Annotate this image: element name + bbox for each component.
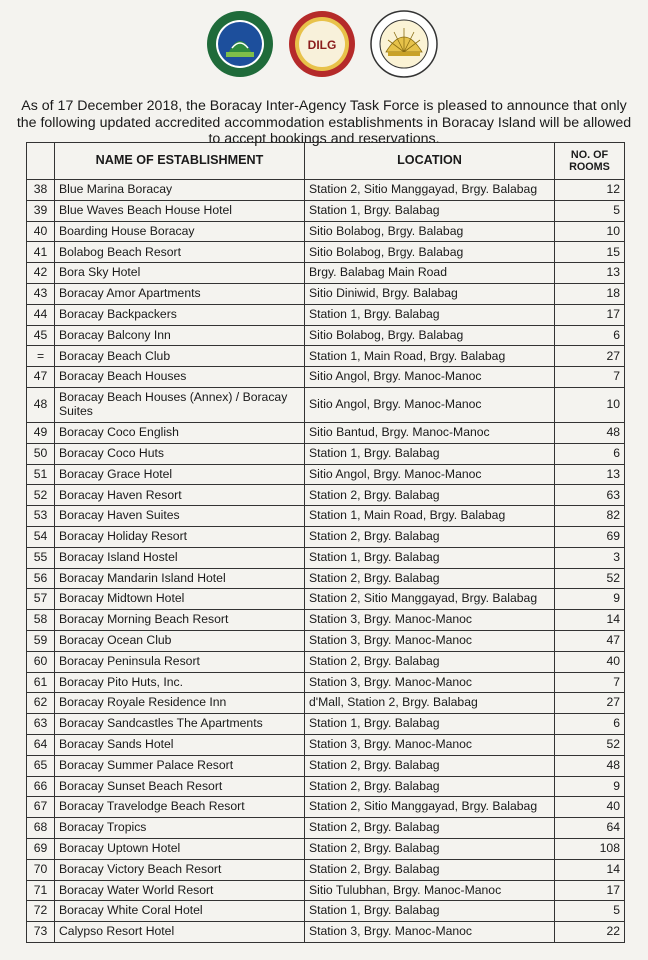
row-number: 62: [27, 693, 55, 714]
establishment-location: d'Mall, Station 2, Brgy. Balabag: [305, 693, 555, 714]
row-number: 51: [27, 464, 55, 485]
table-row: [27, 734, 625, 755]
table-row: [27, 547, 625, 568]
room-count: 6: [555, 443, 625, 464]
establishment-location: Station 2, Sitio Manggayad, Brgy. Balabag: [305, 180, 555, 201]
row-number: 42: [27, 263, 55, 284]
row-number: 49: [27, 422, 55, 443]
table-row: [27, 304, 625, 325]
establishment-name: Boracay Victory Beach Resort: [55, 859, 305, 880]
establishment-name: Blue Waves Beach House Hotel: [55, 200, 305, 221]
establishment-name: Boracay Haven Suites: [55, 506, 305, 527]
svg-text:DILG: DILG: [307, 38, 337, 52]
room-count: 17: [555, 880, 625, 901]
row-number: 54: [27, 526, 55, 547]
establishment-location: Station 2, Brgy. Balabag: [305, 651, 555, 672]
establishment-location: Station 3, Brgy. Manoc-Manoc: [305, 734, 555, 755]
room-count: 9: [555, 589, 625, 610]
room-count: 64: [555, 818, 625, 839]
establishment-location: Sitio Bolabog, Brgy. Balabag: [305, 242, 555, 263]
establishment-location: Sitio Bolabog, Brgy. Balabag: [305, 325, 555, 346]
establishment-name: Boracay Beach Houses: [55, 367, 305, 388]
establishment-location: Station 3, Brgy. Manoc-Manoc: [305, 922, 555, 943]
table-row: [27, 283, 625, 304]
establishment-location: Station 2, Brgy. Balabag: [305, 568, 555, 589]
room-count: 63: [555, 485, 625, 506]
row-number: 69: [27, 838, 55, 859]
establishment-name: Bora Sky Hotel: [55, 263, 305, 284]
row-number: 47: [27, 367, 55, 388]
denr-seal-icon: [206, 10, 274, 78]
room-count: 47: [555, 630, 625, 651]
header-location: LOCATION: [305, 143, 555, 180]
table-row: [27, 180, 625, 201]
table-row: [27, 464, 625, 485]
establishment-location: Station 1, Brgy. Balabag: [305, 901, 555, 922]
establishment-name: Calypso Resort Hotel: [55, 922, 305, 943]
table-row: [27, 651, 625, 672]
row-number: 68: [27, 818, 55, 839]
table-row: [27, 901, 625, 922]
establishment-name: Boracay Holiday Resort: [55, 526, 305, 547]
row-number: 45: [27, 325, 55, 346]
room-count: 7: [555, 367, 625, 388]
room-count: 69: [555, 526, 625, 547]
establishment-name: Boracay Sands Hotel: [55, 734, 305, 755]
table-row: [27, 263, 625, 284]
establishment-location: Station 3, Brgy. Manoc-Manoc: [305, 610, 555, 631]
table-row: [27, 589, 625, 610]
establishment-location: Station 1, Brgy. Balabag: [305, 714, 555, 735]
table-body: [27, 180, 625, 943]
room-count: 27: [555, 346, 625, 367]
table-row: [27, 610, 625, 631]
room-count: 52: [555, 568, 625, 589]
room-count: 18: [555, 283, 625, 304]
table-row: [27, 568, 625, 589]
room-count: 14: [555, 859, 625, 880]
header-name: NAME OF ESTABLISHMENT: [55, 143, 305, 180]
establishment-location: Station 3, Brgy. Manoc-Manoc: [305, 630, 555, 651]
establishment-location: Sitio Angol, Brgy. Manoc-Manoc: [305, 464, 555, 485]
establishment-location: Station 2, Brgy. Balabag: [305, 859, 555, 880]
table-row: [27, 367, 625, 388]
row-number: 65: [27, 755, 55, 776]
table-row: [27, 797, 625, 818]
table-row: [27, 838, 625, 859]
establishment-location: Sitio Bolabog, Brgy. Balabag: [305, 221, 555, 242]
establishment-name: Boracay Amor Apartments: [55, 283, 305, 304]
establishment-location: Station 2, Brgy. Balabag: [305, 485, 555, 506]
table-row: [27, 693, 625, 714]
room-count: 27: [555, 693, 625, 714]
room-count: 108: [555, 838, 625, 859]
table-row: [27, 818, 625, 839]
establishment-name: Boracay Grace Hotel: [55, 464, 305, 485]
establishment-location: Brgy. Balabag Main Road: [305, 263, 555, 284]
establishment-location: Station 1, Main Road, Brgy. Balabag: [305, 506, 555, 527]
row-number: 72: [27, 901, 55, 922]
establishment-name: Boracay Haven Resort: [55, 485, 305, 506]
room-count: 13: [555, 464, 625, 485]
row-number: 71: [27, 880, 55, 901]
establishment-location: Sitio Angol, Brgy. Manoc-Manoc: [305, 367, 555, 388]
row-number: 56: [27, 568, 55, 589]
table-row: [27, 346, 625, 367]
establishment-name: Boracay Tropics: [55, 818, 305, 839]
establishment-location: Station 2, Brgy. Balabag: [305, 838, 555, 859]
table-row: [27, 387, 625, 422]
table-row: [27, 859, 625, 880]
establishment-location: Station 1, Brgy. Balabag: [305, 443, 555, 464]
establishment-name: Boracay Midtown Hotel: [55, 589, 305, 610]
establishment-name: Boracay Backpackers: [55, 304, 305, 325]
row-number: 60: [27, 651, 55, 672]
row-number: 58: [27, 610, 55, 631]
row-number: 70: [27, 859, 55, 880]
establishment-name: Boracay Ocean Club: [55, 630, 305, 651]
room-count: 48: [555, 755, 625, 776]
row-number: 63: [27, 714, 55, 735]
table-row: [27, 880, 625, 901]
establishment-name: Boracay Balcony Inn: [55, 325, 305, 346]
table-row: [27, 242, 625, 263]
room-count: 48: [555, 422, 625, 443]
establishment-name: Boracay Beach Houses (Annex) / Boracay Suites: [55, 387, 305, 422]
establishment-name: Boracay Peninsula Resort: [55, 651, 305, 672]
table-row: [27, 776, 625, 797]
row-number: 66: [27, 776, 55, 797]
table-row: [27, 422, 625, 443]
room-count: 3: [555, 547, 625, 568]
establishment-name: Boracay Pito Huts, Inc.: [55, 672, 305, 693]
establishment-name: Boracay Coco English: [55, 422, 305, 443]
tourism-seal-icon: [370, 10, 438, 78]
room-count: 15: [555, 242, 625, 263]
establishment-name: Bolabog Beach Resort: [55, 242, 305, 263]
row-number: 48: [27, 387, 55, 422]
table-row: [27, 526, 625, 547]
establishment-name: Boracay Uptown Hotel: [55, 838, 305, 859]
table-row: [27, 325, 625, 346]
establishment-name: Boarding House Boracay: [55, 221, 305, 242]
room-count: 12: [555, 180, 625, 201]
room-count: 6: [555, 714, 625, 735]
table-row: [27, 672, 625, 693]
table-row: [27, 506, 625, 527]
establishment-name: Boracay Island Hostel: [55, 547, 305, 568]
establishment-location: Station 1, Main Road, Brgy. Balabag: [305, 346, 555, 367]
establishment-location: Sitio Bantud, Brgy. Manoc-Manoc: [305, 422, 555, 443]
table-row: [27, 714, 625, 735]
table-row: [27, 755, 625, 776]
accredited-establishments-table: [26, 142, 625, 943]
table-row: [27, 485, 625, 506]
establishment-location: Station 2, Brgy. Balabag: [305, 818, 555, 839]
room-count: 14: [555, 610, 625, 631]
room-count: 82: [555, 506, 625, 527]
establishment-location: Station 2, Brgy. Balabag: [305, 755, 555, 776]
table-row: [27, 200, 625, 221]
row-number: =: [27, 346, 55, 367]
header-number: [27, 143, 55, 180]
establishment-location: Station 1, Brgy. Balabag: [305, 304, 555, 325]
room-count: 10: [555, 387, 625, 422]
establishment-location: Station 1, Brgy. Balabag: [305, 547, 555, 568]
row-number: 59: [27, 630, 55, 651]
row-number: 38: [27, 180, 55, 201]
room-count: 22: [555, 922, 625, 943]
room-count: 40: [555, 651, 625, 672]
row-number: 40: [27, 221, 55, 242]
establishment-location: Station 2, Sitio Manggayad, Brgy. Balabag: [305, 589, 555, 610]
establishment-name: Blue Marina Boracay: [55, 180, 305, 201]
table-header-row: [27, 143, 625, 180]
establishment-location: Sitio Tulubhan, Brgy. Manoc-Manoc: [305, 880, 555, 901]
row-number: 55: [27, 547, 55, 568]
row-number: 43: [27, 283, 55, 304]
row-number: 61: [27, 672, 55, 693]
row-number: 50: [27, 443, 55, 464]
table-row: [27, 630, 625, 651]
row-number: 57: [27, 589, 55, 610]
table-row: [27, 221, 625, 242]
establishment-name: Boracay Royale Residence Inn: [55, 693, 305, 714]
dilg-seal-icon: [288, 10, 356, 78]
establishment-location: Station 2, Sitio Manggayad, Brgy. Balabag: [305, 797, 555, 818]
room-count: 9: [555, 776, 625, 797]
establishment-name: Boracay White Coral Hotel: [55, 901, 305, 922]
table-row: [27, 922, 625, 943]
establishment-location: Station 2, Brgy. Balabag: [305, 526, 555, 547]
establishment-location: Station 2, Brgy. Balabag: [305, 776, 555, 797]
seal-row: [0, 10, 648, 82]
table-row: [27, 443, 625, 464]
announcement-text: As of 17 December 2018, the Boracay Inter-Agency Task Force is pleased to announce that only the following updated accredited accommodation establishments in Boracay Island will be allowed to accept bookings and reservations.: [16, 98, 632, 148]
row-number: 41: [27, 242, 55, 263]
row-number: 64: [27, 734, 55, 755]
establishment-name: Boracay Coco Huts: [55, 443, 305, 464]
establishment-name: Boracay Travelodge Beach Resort: [55, 797, 305, 818]
room-count: 5: [555, 200, 625, 221]
row-number: 39: [27, 200, 55, 221]
row-number: 73: [27, 922, 55, 943]
establishment-location: Sitio Angol, Brgy. Manoc-Manoc: [305, 387, 555, 422]
room-count: 40: [555, 797, 625, 818]
row-number: 52: [27, 485, 55, 506]
establishment-name: Boracay Beach Club: [55, 346, 305, 367]
establishment-name: Boracay Summer Palace Resort: [55, 755, 305, 776]
establishment-location: Station 1, Brgy. Balabag: [305, 200, 555, 221]
room-count: 17: [555, 304, 625, 325]
room-count: 7: [555, 672, 625, 693]
establishment-name: Boracay Water World Resort: [55, 880, 305, 901]
establishment-name: Boracay Mandarin Island Hotel: [55, 568, 305, 589]
establishment-name: Boracay Sandcastles The Apartments: [55, 714, 305, 735]
establishment-name: Boracay Morning Beach Resort: [55, 610, 305, 631]
row-number: 44: [27, 304, 55, 325]
header-rooms: NO. OF ROOMS: [555, 143, 625, 180]
establishment-name: Boracay Sunset Beach Resort: [55, 776, 305, 797]
room-count: 6: [555, 325, 625, 346]
room-count: 52: [555, 734, 625, 755]
establishment-location: Sitio Diniwid, Brgy. Balabag: [305, 283, 555, 304]
room-count: 13: [555, 263, 625, 284]
row-number: 67: [27, 797, 55, 818]
row-number: 53: [27, 506, 55, 527]
establishment-location: Station 3, Brgy. Manoc-Manoc: [305, 672, 555, 693]
room-count: 10: [555, 221, 625, 242]
room-count: 5: [555, 901, 625, 922]
